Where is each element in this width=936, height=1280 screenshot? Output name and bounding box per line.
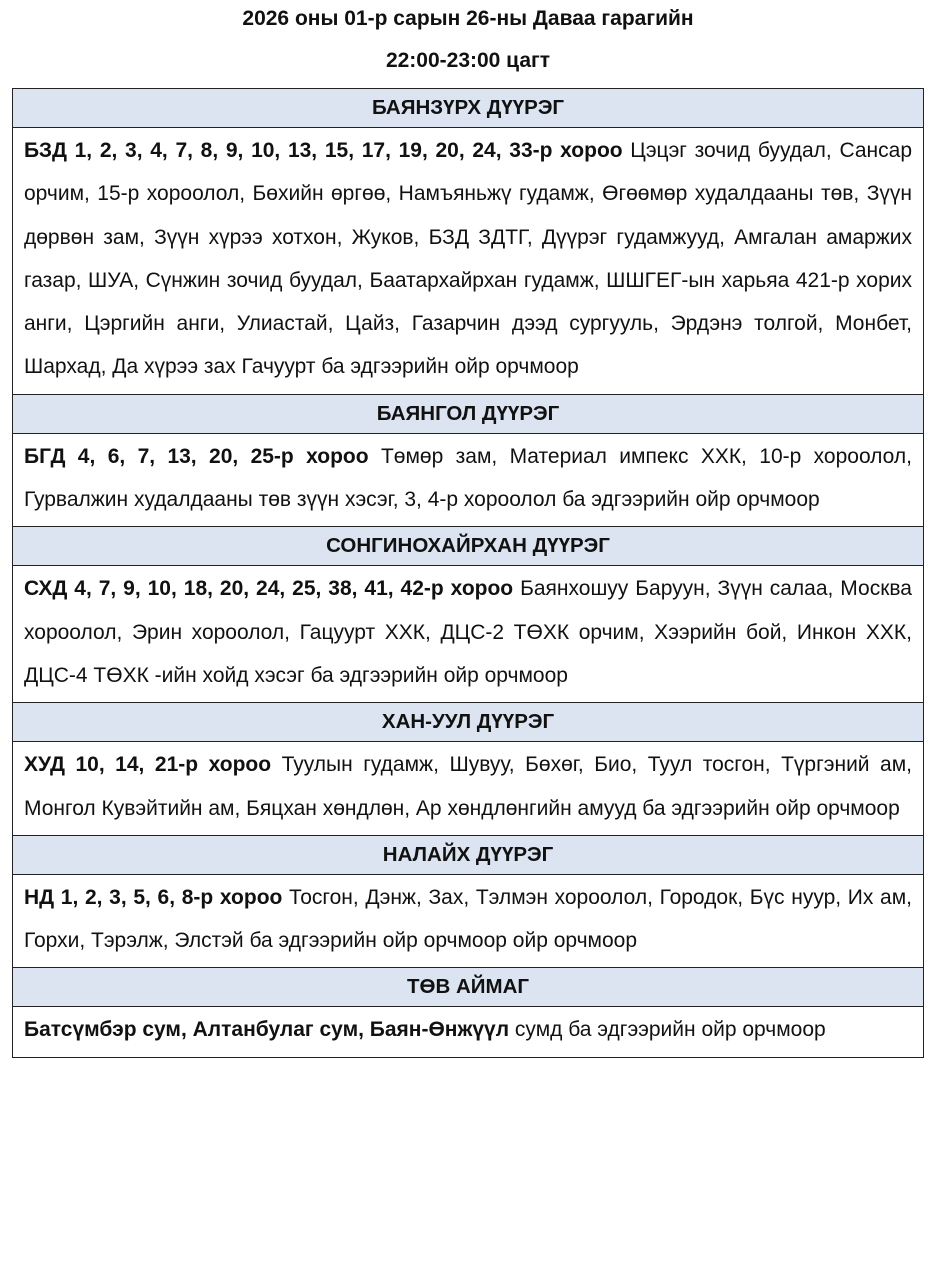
section-body-row <box>13 566 924 703</box>
area-list: Туулын гудамж, Шувуу, Бөхөг, Био, Туул тосгон, Түргэний ам, Монгол Кувэйтийн ам, Бяцхан хөндлөн, Ар хөндлөнгийн амууд ба эдгээрийн ойр орчмоор <box>24 753 913 820</box>
district-areas <box>13 433 924 527</box>
section-body-row <box>13 433 924 527</box>
district-heading: БАЯНГОЛ ДҮҮРЭГ <box>13 394 924 433</box>
area-list: Төмөр зам, Материал импекс ХХК, 10-р хороолол, Гурвалжин худалдааны төв зүүн хэсэг, 3, 4-р хороолол ба эдгээрийн ойр орчмоор <box>24 444 912 512</box>
section-header-row <box>13 835 924 874</box>
section-body-row <box>13 874 924 968</box>
section-body-row <box>13 742 924 836</box>
khoroo-list: ХУД 10, 14, 21-р хороо <box>24 753 272 777</box>
area-list: Цэцэг зочид буудал, Сансар орчим, 15-р хороолол, Бөхийн өргөө, Намъяньжү гудамж, Өгөөмөр худалдааны төв, Зүүн дөрвөн зам, Зүүн хүрээ хотхон, Жуков, БЗД ЗДТГ, Дүүрэг гудамжууд, Амгалан амаржих газар, ШУА, Сүнжин зочид буудал, Баатархайрхан гудамж, ШШГЕГ-ын харьяа 421-р хорих анги, Цэргийн анги, Улиастай, Цайз, Газарчин дээд сургууль, Эрдэнэ толгой, Монбет, Шархад, Да хүрээ зах Гачуурт ба эдгээрийн ойр орчмоор <box>24 139 912 379</box>
district-heading: СОНГИНОХАЙРХАН ДҮҮРЭГ <box>13 527 924 566</box>
district-heading: НАЛАЙХ ДҮҮРЭГ <box>13 835 924 874</box>
document-title-date: 2026 оны 01-р сарын 26-ны Даваа гарагийн <box>242 7 694 30</box>
area-list: сумд ба эдгээрийн ойр орчмоор <box>509 1018 826 1042</box>
outage-schedule-table <box>12 88 924 1058</box>
district-areas <box>13 566 924 703</box>
area-list: Баянхошуу Баруун, Зүүн салаа, Москва хороолол, Эрин хороолол, Гацуурт ХХК, ДЦС-2 ТӨХК орчим, Хээрийн бой, Инкон ХХК, ДЦС-4 ТӨХК -ийн хойд хэсэг ба эдгээрийн ойр орчмоор <box>24 577 912 687</box>
khoroo-list: СХД 4, 7, 9, 10, 18, 20, 24, 25, 38, 41, 42-р хороо <box>24 577 514 601</box>
district-heading: БАЯНЗҮРХ ДҮҮРЭГ <box>13 89 924 128</box>
province-areas <box>13 1007 924 1057</box>
document-title-time: 22:00-23:00 цагт <box>385 49 551 72</box>
district-areas <box>13 128 924 395</box>
khoroo-list: НД 1, 2, 3, 5, 6, 8-р хороо <box>24 885 283 909</box>
district-areas <box>13 874 924 968</box>
khoroo-list: БЗД 1, 2, 3, 4, 7, 8, 9, 10, 13, 15, 17, 19, 20, 24, 33-р хороо <box>24 139 623 162</box>
province-heading: ТӨВ АЙМАГ <box>13 968 924 1007</box>
section-header-row <box>13 527 924 566</box>
khoroo-list: БГД 4, 6, 7, 13, 20, 25-р хороо <box>24 444 369 468</box>
section-body-row <box>13 1007 924 1057</box>
section-header-row <box>13 703 924 742</box>
soum-list: Батсүмбэр сум, Алтанбулаг сум, Баян-Өнжүүл <box>24 1018 510 1042</box>
section-header-row <box>13 394 924 433</box>
section-header-row <box>13 968 924 1007</box>
section-header-row <box>13 89 924 128</box>
district-areas <box>13 742 924 836</box>
area-list: Тосгон, Дэнж, Зах, Тэлмэн хороолол, Городок, Бүс нуур, Их ам, Горхи, Тэрэлж, Элстэй ба эдгээрийн ойр орчмоор ойр орчмоор <box>24 885 912 953</box>
section-body-row <box>13 128 924 395</box>
district-heading: ХАН-УУЛ ДҮҮРЭГ <box>13 703 924 742</box>
